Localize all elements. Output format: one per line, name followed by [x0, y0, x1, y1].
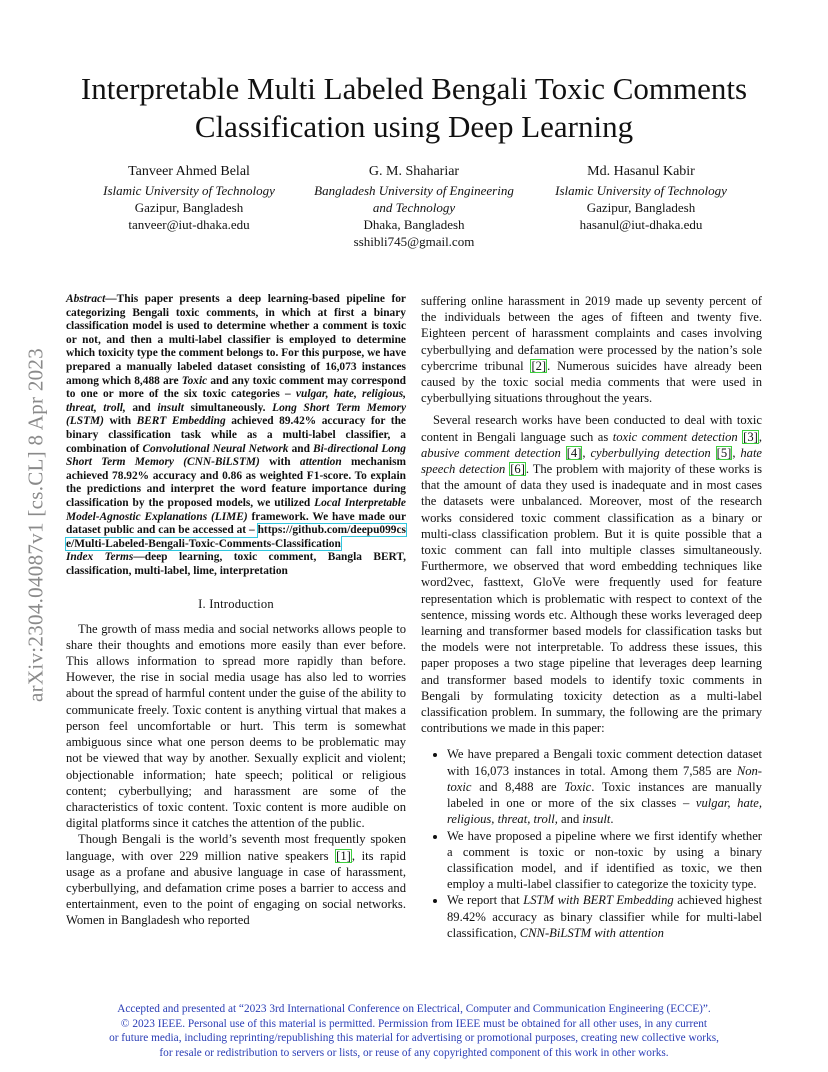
section-heading: I. Introduction	[198, 597, 274, 612]
footer-line: or future media, including reprinting/republishing this material for advertising or promotional purposes, creating new collective works,	[109, 1032, 719, 1045]
copyright-notice	[60, 1002, 768, 1060]
footer-line: Accepted and presented at “2023 3rd International Conference on Electrical, Computer and Communication Engineering (ECCE)”.	[117, 1003, 711, 1015]
paper-title: Interpretable Multi Labeled Bengali Toxic Comments Classification using Deep Learning	[80, 71, 748, 144]
list-item: • We report that LSTM with BERT Embedding achieved highest 89.42% accuracy as binary classifier while for multi-label classification, CNN-BiLSTM with attention	[447, 892, 762, 941]
contribution-list	[421, 746, 762, 940]
footer-line: for resale or redistribution to servers or lists, or reuse of any copyrighted component of this work in other works.	[159, 1046, 669, 1059]
citation-link[interactable]: [1]	[336, 848, 351, 863]
author-email: tanveer@iut-dhaka.edu	[128, 217, 250, 232]
list-item: • We have proposed a pipeline where we first identify whether a comment is toxic or non-toxic by using a binary classification model, and if identified as toxic, we then employ a multi-label classifier to categorize the toxicity type.	[447, 828, 762, 893]
list-item: • We have prepared a Bengali toxic comment detection dataset with 16,073 instances in total. Among them 7,585 are Non-toxic and 8,488 are Toxic. Toxic instances are manually labeled in one or more of the six classes – vulgar, hate, religious, threat, troll, and insult.	[447, 746, 762, 827]
left-column	[66, 293, 406, 929]
citation-link[interactable]: [6]	[510, 462, 525, 477]
author-email: hasanul@iut-dhaka.edu	[579, 217, 703, 232]
author-block	[94, 163, 284, 233]
paragraph: The growth of mass media and social networks allows people to share their thoughts and emotions more easily than ever before. This allows information to spread more rapidly than before. However, the rise in social media usage has also led to worries about the spread of harmful content under the guise of the ability to communicate freely. Toxic content is anything virtual that makes a person feel uncomfortable or hurt. This term is somewhat ambiguous since what one person deems to be problematic may not be viewed that way by another. Sexually explicit and violent; objectionable information; hate speech; political or religious content; cyberbullying; and harassment are some of the characteristics of toxic content. Toxic content is more audible on digital platforms since it catches the attention of the public.	[66, 621, 406, 831]
paragraph: Several research works have been conducted to deal with toxic content in Bengali language such as toxic comment detection [3], abusive comment detection [4], cyberbullying detection [5], hate speech detection [6]. The problem with majority of these works is that the amount of data they used is inadequate and in most cases the datasets were unbalanced. Moreover, most of the research works considered toxic comment classification as a binary or multi-class classification problem. But it is quite possible that a toxic comment can fall into multiple classes simultaneously. Furthermore, we observed that word embedding techniques like word2vec, fasttext, GloVe were frequently used for feature representation which is problematic with respect to context of the sentence, missing words etc. Although these works leveraged deep learning and transformer based models for classification tasks but the models were not interpretable. To address these issues, this paper proposes a two stage pipeline that leverages deep learning and transformer based models to identify toxic comments in Bengali by formulating toxicity detection as a multi-label classification problem. In summary, the following are the primary contributions we made in this paper:	[421, 413, 763, 736]
author-location: Gazipur, Bangladesh	[134, 200, 244, 215]
author-location: Dhaka, Bangladesh	[363, 217, 465, 232]
author-name: Tanveer Ahmed Belal	[128, 164, 250, 179]
citation-link[interactable]: [5]	[716, 445, 732, 460]
author-email: sshibli745@gmail.com	[353, 234, 475, 249]
author-block	[544, 163, 738, 233]
citation-link[interactable]: [4]	[566, 445, 582, 460]
author-name: G. M. Shahariar	[368, 164, 460, 179]
author-location: Gazipur, Bangladesh	[586, 200, 696, 215]
author-block	[300, 163, 528, 250]
arxiv-id: arXiv:2304.04087v1 [cs.CL] 8 Apr 2023	[23, 347, 48, 702]
index-terms: Index Terms—deep learning, toxic comment, Bangla BERT, classification, multi-label, lime, interpretation	[66, 551, 406, 577]
right-column	[421, 293, 762, 941]
author-affiliation-line2: and Technology	[372, 200, 456, 215]
arxiv-stamp	[22, 292, 50, 757]
author-affiliation: Islamic University of Technology	[555, 183, 727, 198]
author-affiliation: Islamic University of Technology	[103, 183, 275, 198]
paragraph: suffering online harassment in 2019 made up seventy percent of the individuals between the ages of fifteen and twenty five. Eighteen percent of harassment complaints and cases involving cyberbullying and defamation were processed by the nation’s sole cybercrime tribunal [2]. Numerous suicides have already been caused by the toxic social media comments that were used in cyberbullying situations throughout the years.	[421, 294, 762, 406]
dataset-link[interactable]: https://github.com/deepu099cse/Multi-Labeled-Bengali-Toxic-Comments-Classification	[66, 524, 406, 550]
author-affiliation: Bangladesh University of Engineering	[314, 183, 514, 198]
author-name: Md. Hasanul Kabir	[587, 164, 695, 179]
citation-link[interactable]: [2]	[531, 358, 547, 373]
abstract: Abstract—This paper presents a deep learning-based pipeline for categorizing Bengali toxic comments, in which at first a binary classification model is used to determine whether a comment is toxic or not, and then a multi-label classifier is employed to determine which toxicity type the comment belongs to. For this purpose, we have prepared a manually labeled dataset consisting of 16,073 instances among which 8,488 are Toxic and any toxic comment may correspond to one or more of the six toxic categories – vulgar, hate, religious, threat, troll, and insult simultaneously. Long Short Term Memory (LSTM) with BERT Embedding achieved 89.42% accuracy for the binary classification task while as a multi-label classifier, a combination of Convolutional Neural Network and Bi-directional Long Short Term Memory (CNN-BiLSTM) with attention mechanism achieved 78.92% accuracy and 0.86 as weighted F1-score. To explain the predictions and interpret the word feature importance during classification by the proposed models, we utilized Local Interpretable Model-Agnostic Explanations (LIME) framework. We have made our dataset public and can be accessed at – https://github.com/deepu099cse/Multi-Labeled-Bengali-Toxic-Comments-Classification	[66, 293, 407, 550]
paragraph: Though Bengali is the world’s seventh most frequently spoken language, with over 229 million native speakers [1], its rapid usage as a profane and abusive language in case of harassment, cyberbullying, and defamation crime poses a barrier to access and entertainment, even to the point of engaging on social networks. Women in Bangladesh who reported	[66, 832, 406, 928]
footer-line: © 2023 IEEE. Personal use of this material is permitted. Permission from IEEE must be obtained for all other uses, in any current	[120, 1017, 708, 1030]
citation-link[interactable]: [3]	[743, 429, 758, 444]
